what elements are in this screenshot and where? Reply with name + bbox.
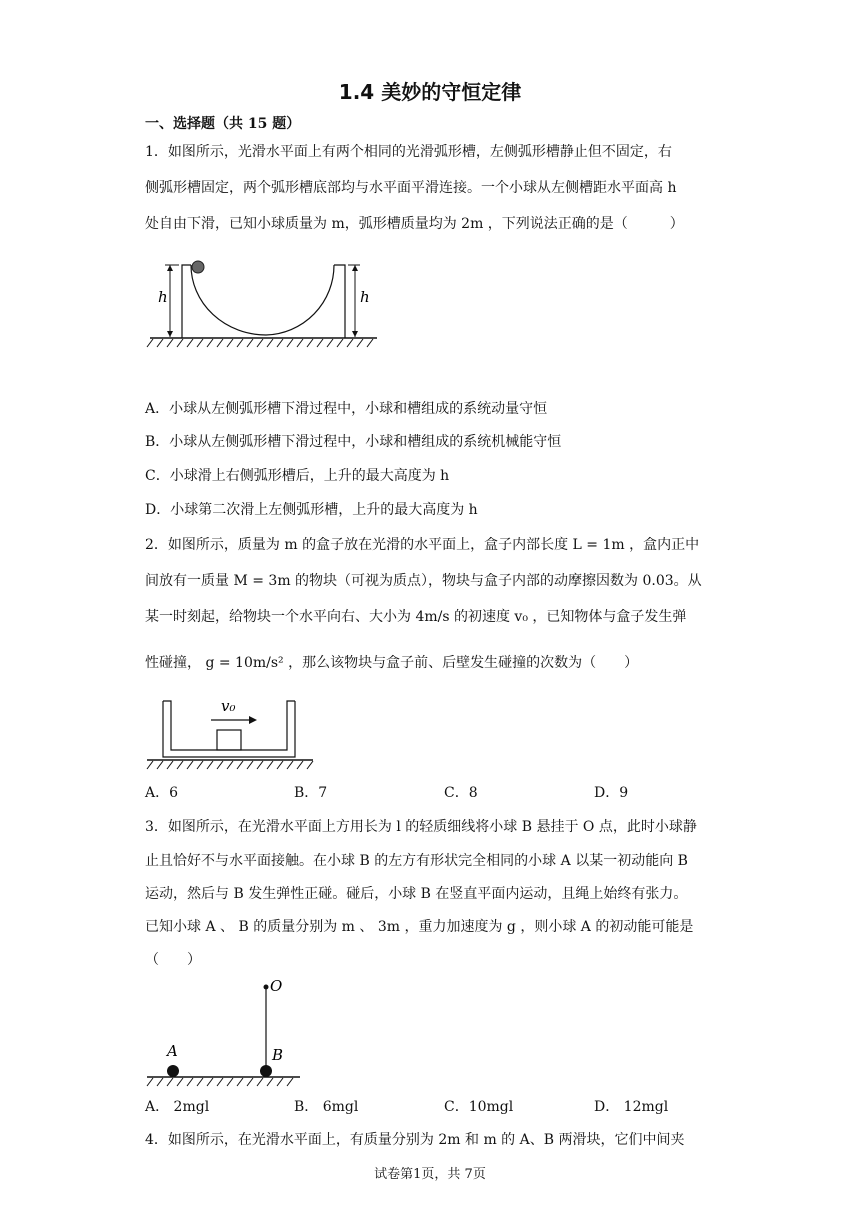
q3-fig-b-label: B	[272, 1046, 284, 1064]
q3-option-b: B． 6mgl	[294, 1099, 359, 1115]
q3-line-5: （ ）	[145, 952, 201, 968]
q1-option-a: A．小球从左侧弧形槽下滑过程中，小球和槽组成的系统动量守恒	[145, 401, 548, 417]
q3-line-1: 3．如图所示，在光滑水平面上方用长为 l 的轻质细线将小球 B 悬挂于 O 点，此时小球静	[145, 819, 697, 835]
q2-line-4: 性碰撞， g = 10m/s² ，那么该物块与盒子前、后壁发生碰撞的次数为（ ）	[145, 655, 639, 671]
q3-figure-pendulum	[145, 975, 305, 1090]
q1-fig-right-h: h	[360, 288, 370, 306]
q1-option-d: D．小球第二次滑上左侧弧形槽，上升的最大高度为 h	[145, 502, 478, 518]
q3-fig-a-label: A	[167, 1042, 178, 1060]
q3-fig-o-label: O	[270, 977, 283, 995]
q2-fig-v0-label: v₀	[221, 697, 236, 715]
q2-line-1: 2．如图所示，质量为 m 的盒子放在光滑的水平面上，盒子内部长度 L = 1m ，盒内正中	[145, 537, 700, 553]
q2-option-c: C．8	[444, 785, 478, 801]
q1-option-c: C．小球滑上右侧弧形槽后，上升的最大高度为 h	[145, 468, 450, 484]
section-heading: 一、选择题（共 15 题）	[145, 116, 301, 132]
q1-figure-arc-troughs	[145, 255, 385, 355]
page-footer: 试卷第1页，共 7页	[374, 1167, 486, 1182]
q2-option-d: D．9	[594, 785, 629, 801]
q2-option-b: B．7	[294, 785, 328, 801]
q4-line-1: 4．如图所示，在光滑水平面上，有质量分别为 2m 和 m 的 A、B 两滑块，它们中间夹	[145, 1132, 685, 1148]
q3-option-c: C．10mgl	[444, 1099, 514, 1115]
q3-line-2: 止且恰好不与水平面接触。在小球 B 的左方有形状完全相同的小球 A 以某一初动能向 B	[145, 853, 688, 869]
q1-line-2: 侧弧形槽固定，两个弧形槽底部均与水平面平滑连接。一个小球从左侧槽距水平面高 h	[145, 180, 677, 196]
q3-option-d: D． 12mgl	[594, 1099, 669, 1115]
q2-line-3: 某一时刻起，给物块一个水平向右、大小为 4m/s 的初速度 v₀ ，已知物体与盒子发生弹	[145, 609, 687, 625]
page-title: 1.4 美妙的守恒定律	[338, 80, 522, 104]
q2-figure-box-block	[145, 693, 315, 773]
q1-line-3: 处自由下滑，已知小球质量为 m，弧形槽质量均为 2m ，下列说法正确的是（ ）	[145, 216, 684, 232]
q1-line-1: 1．如图所示，光滑水平面上有两个相同的光滑弧形槽，左侧弧形槽静止但不固定，右	[145, 144, 672, 160]
q1-fig-left-h: h	[158, 288, 168, 306]
q2-option-a: A．6	[145, 785, 179, 801]
q3-line-4: 已知小球 A 、 B 的质量分别为 m 、 3m ，重力加速度为 g ，则小球 A 的初动能可能是	[145, 919, 694, 935]
q3-line-3: 运动，然后与 B 发生弹性正碰。碰后，小球 B 在竖直平面内运动，且绳上始终有张力。	[145, 886, 688, 902]
q3-option-a: A． 2mgl	[145, 1099, 210, 1115]
q2-line-2: 间放有一质量 M = 3m 的物块（可视为质点），物块与盒子内部的动摩擦因数为 0.03。从	[145, 573, 702, 589]
q1-option-b: B．小球从左侧弧形槽下滑过程中，小球和槽组成的系统机械能守恒	[145, 434, 562, 450]
